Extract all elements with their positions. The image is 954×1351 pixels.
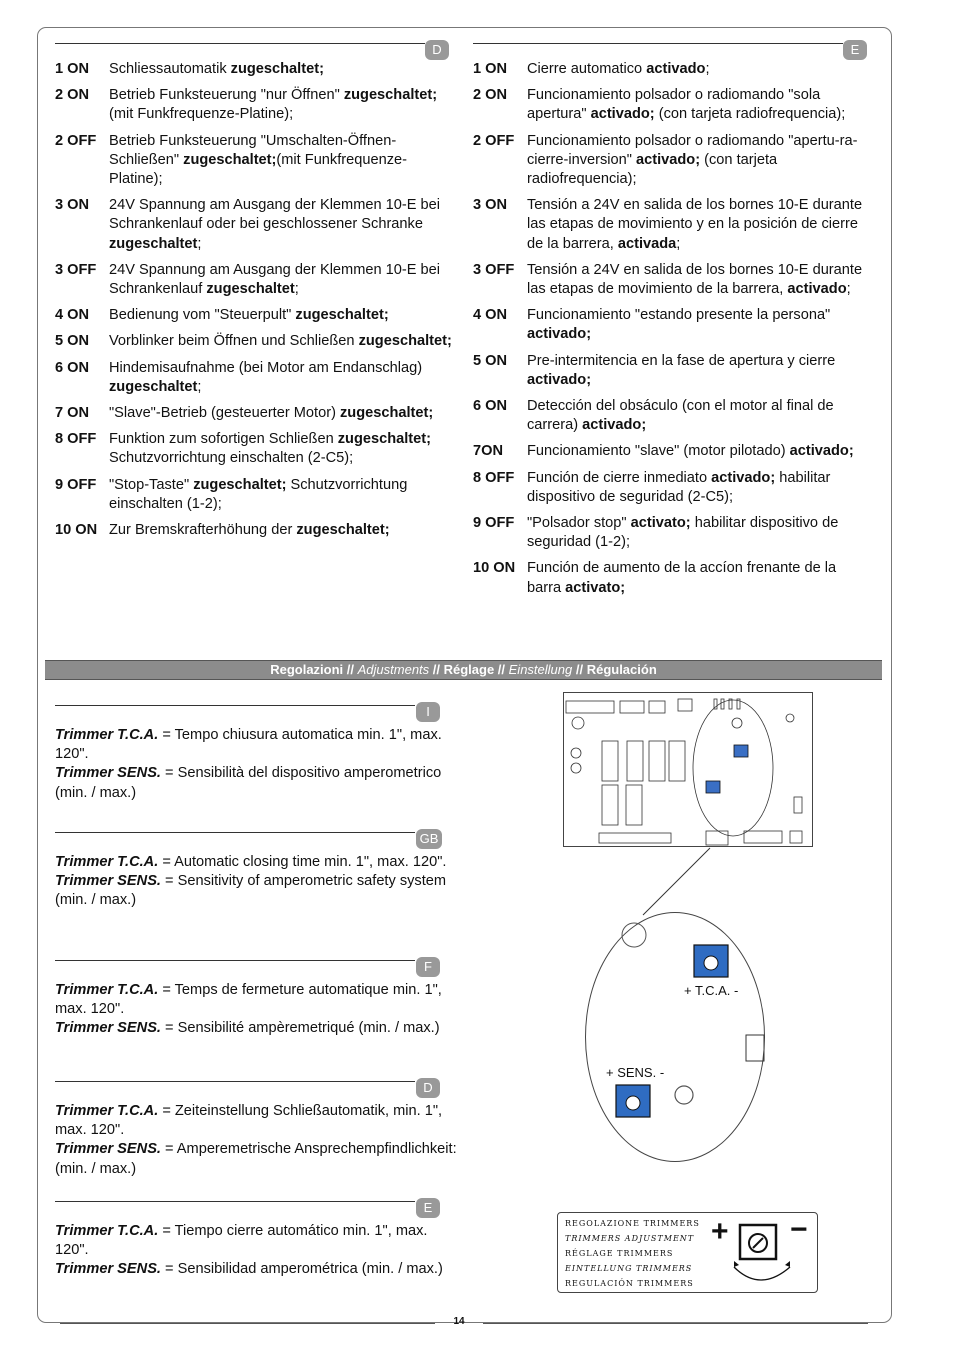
description-emphasis: zugeschaltet; [295,307,389,324]
switch-item [473,514,873,552]
tca-label: Trimmer T.C.A. [55,1223,159,1239]
trimmer-block [55,1102,460,1179]
sens-label: Trimmer SENS. [55,765,161,782]
trimmer-block [55,1222,460,1280]
description-text: (mit Funkfrequenze-Platine); [109,106,294,123]
switch-description [527,306,873,344]
legend-line-es: REGULACIÓN TRIMMERS [565,1279,694,1288]
banner-text-4: Einstellung [508,662,573,677]
switch-item [55,132,455,190]
tca-diagram-label: + T.C.A. - [684,983,739,998]
switch-item [55,332,455,351]
description-text: Funcionamiento polsador o radiomando "apertu-ra-cierre-inversion" [527,132,858,168]
switch-key: 7 ON [55,405,90,422]
description-text: Bedienung vom "Steuerpult" [109,307,296,324]
description-emphasis: zugeschaltet [206,281,295,298]
description-text: (con tarjeta radiofrequencia); [654,106,846,123]
tca-label: Trimmer T.C.A. [55,1103,159,1119]
description-text: Hindemisaufnahme (bei Motor am Endanschlag) [109,359,423,376]
description-text: Funktion zum sofortigen Schließen [109,431,338,448]
switch-key: 7ON [473,443,504,460]
switch-description [109,196,455,254]
switch-description [109,261,455,299]
switch-item [473,397,873,435]
switch-item [473,261,873,299]
description-text: Funcionamiento "slave" (motor pilotado) [527,443,790,460]
trimmer-block [55,726,460,803]
switch-description [109,404,455,423]
switch-key: 2 ON [55,87,90,104]
switch-item [55,60,455,79]
switch-item [473,442,873,461]
sens-text: = Sensibilità del dispositivo amperometrico (min. / max.) [55,765,442,801]
description-emphasis: zugeschaltet; [296,522,390,539]
trimmer-legend [557,1212,818,1293]
sens-text: = Sensitivity of amperometric safety system (min. / max.) [55,873,447,909]
switch-key: 10 ON [473,560,516,577]
section-rule-trimmer [55,1201,415,1202]
legend-line-it: REGOLAZIONE TRIMMERS [565,1219,700,1228]
switch-item [55,476,455,514]
section-rule-de [55,43,425,44]
description-emphasis: activado; [527,326,592,343]
description-text: Schliessautomatik [109,61,231,77]
switch-item [473,132,873,190]
sens-label: Trimmer SENS. [55,1261,161,1278]
switch-key: 9 OFF [55,476,97,493]
switch-key: 2 OFF [55,132,97,149]
tca-text: = Tempo chiusura automatica min. 1", max. 120". [55,727,442,763]
sens-label: Trimmer SENS. [55,1141,161,1158]
description-text: Detección del obsáculo (con el motor al final de carrera) [527,398,834,434]
switch-key: 3 ON [473,197,508,214]
footer-rule-left [60,1323,435,1324]
description-emphasis: zugeschaltet; [183,151,277,168]
zoom-drawing [586,913,766,1163]
description-emphasis: activado; [590,106,655,123]
switch-item [55,521,455,540]
description-text: Función de cierre inmediato [527,469,712,486]
lang-badge-trimmer: E [416,1198,440,1218]
zoom-connector [640,840,720,920]
switch-key: 6 ON [473,398,508,415]
footer-rule-right [483,1323,868,1324]
description-emphasis: activada [617,235,677,252]
description-emphasis: zugeschaltet [109,378,198,395]
switch-key: 4 ON [473,307,508,324]
description-text: (con tarjeta radiofrequencia); [527,151,778,188]
description-text: Vorblinker beim Öffnen und Schließen [109,333,359,350]
switch-item [473,469,873,507]
description-text: Funcionamiento "estando presente la persona" [527,307,831,324]
tca-label: Trimmer T.C.A. [55,727,159,743]
description-text: Betrieb Funksteuerung "nur Öffnen" [109,87,344,104]
trimmer-block [55,853,460,911]
switch-description [109,359,455,397]
description-text: 24V Spannung am Ausgang der Klemmen 10-E bei Schrankenlauf oder bei geschlossener Schranke [109,197,441,233]
description-text: Zur Bremskrafterhöhung der [109,522,297,539]
switch-list-es [473,60,873,605]
description-emphasis: activado; [711,469,776,486]
description-emphasis: zugeschaltet; [337,431,432,448]
switch-key: 10 ON [55,522,98,539]
description-text: Función de aumento de la accíon frenante de la barra [527,560,837,596]
lang-badge-trimmer: GB [416,829,442,849]
plus-symbol: + [711,1215,729,1248]
description-emphasis: activado [787,281,847,298]
description-emphasis: zugeschaltet; [339,405,434,422]
description-text: Funcionamiento polsador o radiomando "sola apertura" [527,87,821,123]
switch-item [473,306,873,344]
description-emphasis: activado [646,61,706,77]
description-emphasis: zugeschaltet; [193,476,287,493]
switch-key: 5 ON [55,333,90,350]
minus-symbol: − [790,1213,808,1246]
description-emphasis: activado; [527,371,592,388]
description-text: habilitar dispositivo de seguridad (2-C5); [527,469,831,505]
board-drawing [564,693,814,848]
switch-description [109,521,455,540]
switch-description [109,332,455,351]
description-emphasis: zugeschaltet [109,235,198,252]
switch-description [109,430,455,468]
description-text: ; [846,281,851,298]
section-rule-trimmer [55,705,415,706]
switch-key: 1 ON [473,61,508,77]
section-rule-trimmer [55,832,415,833]
switch-item [473,86,873,124]
description-emphasis: zugeschaltet; [358,333,452,350]
switch-description [527,442,873,461]
sens-text: = Sensibilidad amperométrica (min. / max.) [160,1261,443,1278]
switch-item [55,430,455,468]
switch-item [473,196,873,254]
switch-description [527,469,873,507]
description-emphasis: activato; [630,515,691,532]
tca-text: = Zeiteinstellung Schließautomatik, min. 1", max. 120". [55,1103,443,1139]
description-emphasis: activado; [789,443,854,460]
trimmer-block [55,981,460,1039]
lang-badge-es: E [843,40,867,60]
description-text: ; [294,281,299,298]
switch-key: 3 ON [55,197,90,214]
tca-text: = Temps de fermeture automatique min. 1", max. 120". [55,982,442,1018]
section-rule-es [473,43,843,44]
sens-label: Trimmer SENS. [55,1020,161,1037]
legend-line-en: TRIMMERS ADJUSTMENT [565,1234,695,1243]
switch-key: 3 OFF [473,261,515,278]
switch-key: 1 ON [55,61,90,77]
switch-key: 6 ON [55,359,90,376]
description-text: Pre-intermitencia en la fase de apertura y cierre [527,352,836,369]
sens-diagram-label: + SENS. - [606,1065,665,1080]
description-text: "Polsador stop" [527,515,631,532]
lang-badge-trimmer: D [416,1078,440,1098]
switch-description [527,261,873,299]
switch-key: 4 ON [55,307,90,324]
switch-list-de [55,60,455,547]
switch-item [55,306,455,325]
switch-description [527,196,873,254]
section-rule-trimmer [55,960,415,961]
sens-text: = Sensibilité ampèremetriqué (min. / max.) [160,1020,440,1037]
switch-item [55,196,455,254]
tca-label: Trimmer T.C.A. [55,854,159,870]
description-text: Schutzvorrichtung einschalten (1-2); [109,476,408,512]
description-text: ; [197,235,202,252]
banner-text-2: Adjustments [357,662,430,677]
description-emphasis: zugeschaltet; [230,61,324,77]
description-text: Tensión a 24V en salida de los bornes 10-E durante las etapas de movimiento de la barrera, [527,261,863,298]
switch-description [527,132,873,190]
tca-text: = Automatic closing time min. 1", max. 120". [158,854,447,870]
switch-item [55,261,455,299]
trimmer-adjust-icon [728,1221,798,1293]
switch-description [527,60,873,79]
switch-description [109,132,455,190]
description-text: 24V Spannung am Ausgang der Klemmen 10-E bei Schrankenlauf [109,261,441,298]
banner-text-3: // Réglage // [429,662,509,677]
switch-item [55,86,455,124]
lang-badge-de: D [425,40,449,60]
description-emphasis: activado; [636,151,701,168]
tca-text: = Tiempo cierre automático min. 1", max. 120". [55,1223,428,1259]
lang-badge-trimmer: F [416,957,440,977]
switch-item [473,559,873,597]
control-board-diagram [563,692,813,847]
banner-text-5: // Régulación [572,662,657,677]
page-number: 14 [453,1316,465,1327]
section-rule-trimmer [55,1081,415,1082]
description-text: ; [676,235,681,252]
description-emphasis: activato; [565,579,626,596]
switch-description [527,559,873,597]
description-text: Betrieb Funksteuerung "Umschalten-Öffnen-Schließen" [109,132,397,168]
description-text: ; [705,61,710,77]
tca-label: Trimmer T.C.A. [55,982,159,998]
description-text: Schutzvorrichtung einschalten (2-C5); [109,450,354,467]
switch-item [473,60,873,79]
switch-item [473,352,873,390]
switch-key: 8 OFF [473,469,515,486]
switch-description [527,352,873,390]
description-emphasis: activado; [582,417,647,434]
switch-description [109,86,455,124]
trimmer-zoom-view [585,912,765,1162]
description-text: ; [197,378,202,395]
switch-key: 2 ON [473,87,508,104]
switch-description [109,476,455,514]
description-emphasis: zugeschaltet; [343,87,438,104]
legend-line-de: EINTELLUNG TRIMMERS [565,1264,693,1273]
switch-item [55,359,455,397]
description-text: "Slave"-Betrieb (gesteuerter Motor) [109,405,340,422]
switch-key: 8 OFF [55,431,97,448]
description-text: "Stop-Taste" [109,476,194,493]
sens-text: = Amperemetrische Ansprechempfindlichkeit: (min. / max.) [55,1141,457,1177]
switch-item [55,404,455,423]
banner-text-1: Regolazioni // [270,662,358,677]
switch-description [527,514,873,552]
switch-description [527,86,873,124]
adjustments-banner [45,660,882,680]
switch-description [109,306,455,325]
description-text: (mit Funkfrequenze-Platine); [109,151,407,188]
switch-description [109,60,455,79]
description-text: habilitar dispositivo de seguridad (1-2); [527,515,839,551]
switch-key: 5 ON [473,352,508,369]
switch-description [527,397,873,435]
switch-key: 2 OFF [473,132,515,149]
lang-badge-trimmer: I [416,702,440,722]
switch-key: 9 OFF [473,515,515,532]
legend-line-fr: RÉGLAGE TRIMMERS [565,1249,674,1258]
description-text: Tensión a 24V en salida de los bornes 10-E durante las etapas de movimiento y en la posición de cierre de la barrera, [527,197,863,252]
description-text: Cierre automatico [527,61,647,77]
sens-label: Trimmer SENS. [55,873,161,890]
switch-key: 3 OFF [55,261,97,278]
